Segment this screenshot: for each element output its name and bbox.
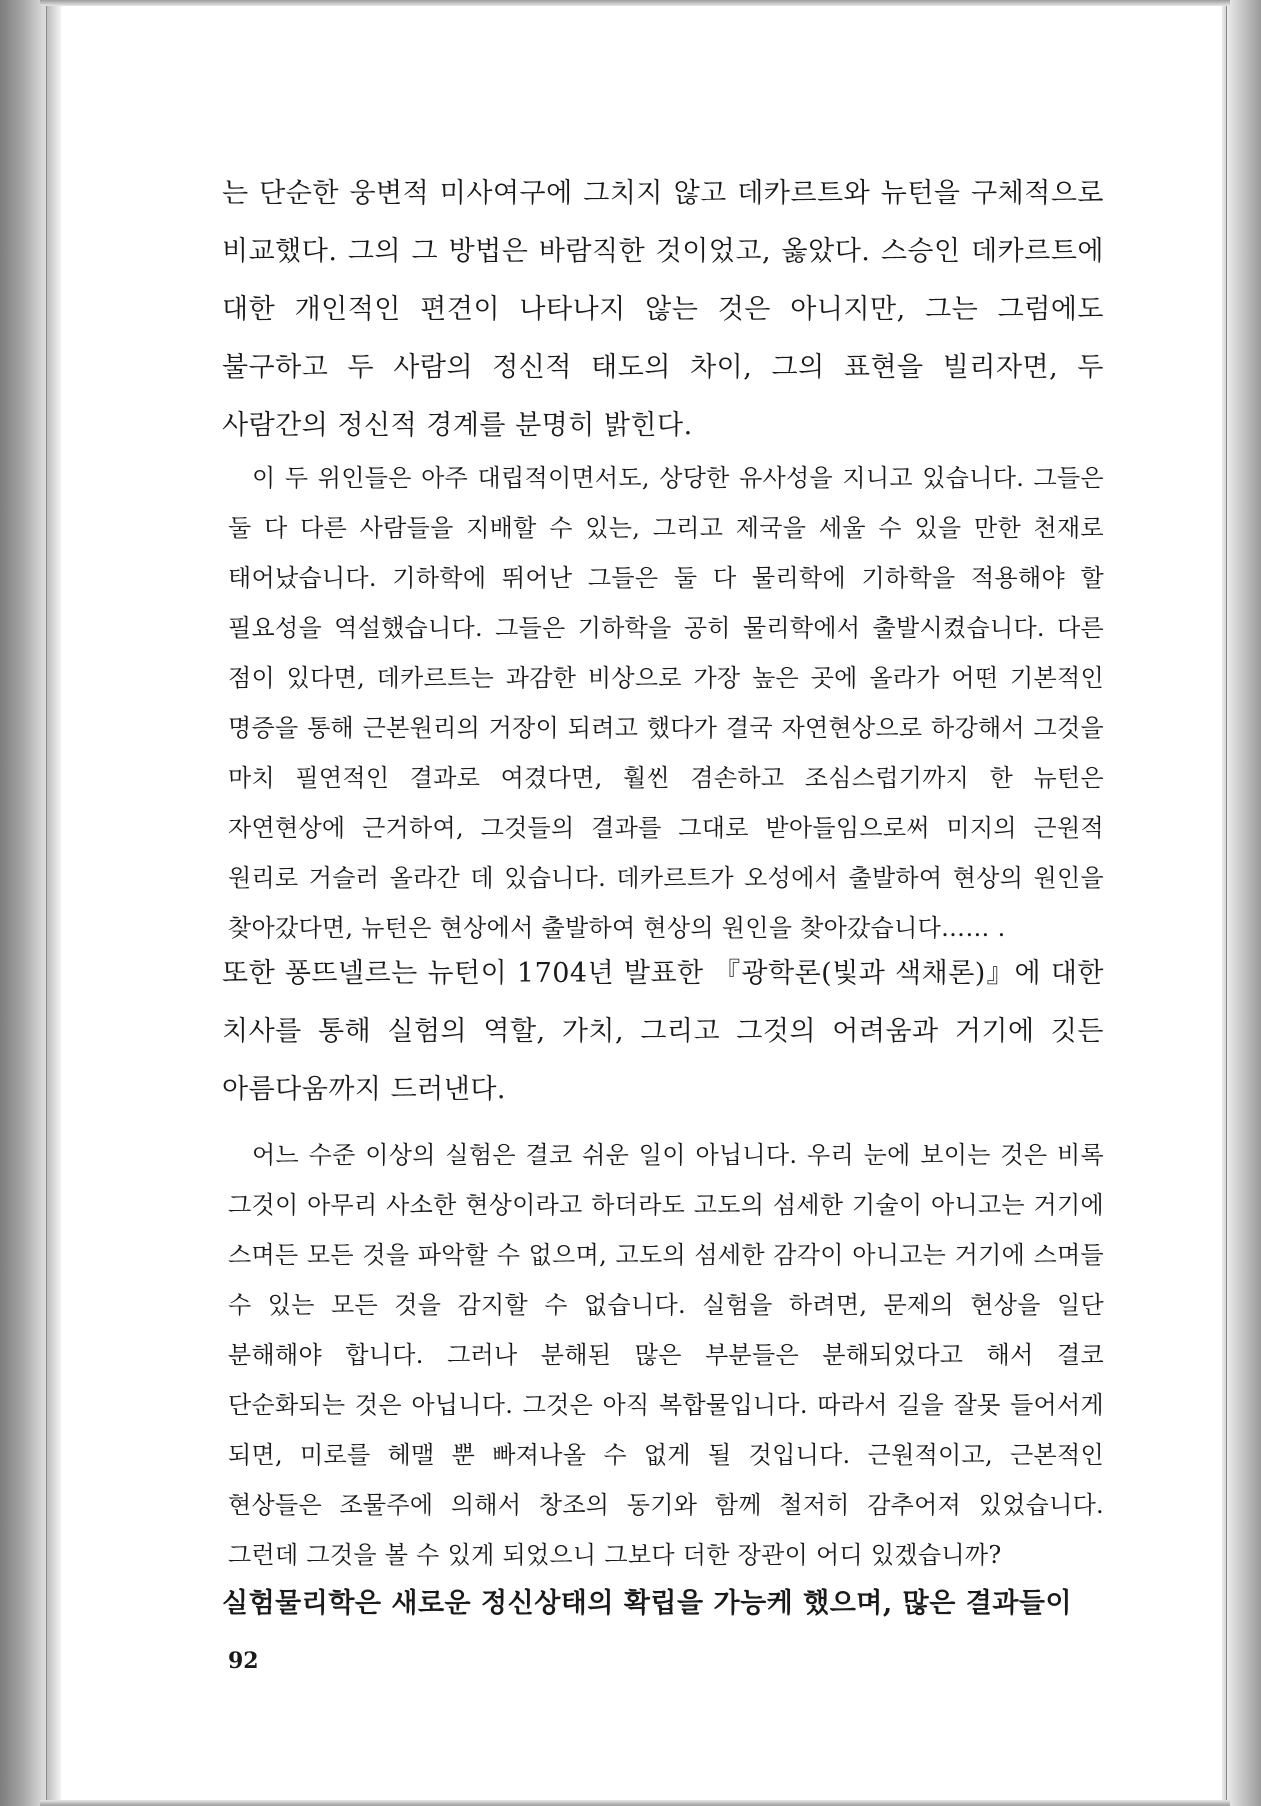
- page-number: 92: [228, 1648, 259, 1674]
- paragraph-1: 는 단순한 웅변적 미사여구에 그치지 않고 데카르트와 뉴턴을 구체적으로 비교했다. 그의 그 방법은 바람직한 것이었고, 옳았다. 스승인 데카르트에 대한 개인적인 편견이 나타나지 않는 것은 아니지만, 그는 그럼에도 불구하고 두 사람의 정신적 태도의 차이, 그의 표현을 빌리자면, 두 사람간의 정신적 경계를 분명히 밝힌다.: [222, 178, 1104, 441]
- book-bottom-edge: [40, 1800, 1230, 1806]
- paragraph-2: 또한 퐁뜨넬르는 뉴턴이 1704년 발표한 『광학론(빛과 색채론)』에 대한 치사를 통해 실험의 역할, 가치, 그리고 그것의 어려움과 거기에 깃든 아름다움까지 드러낸다.: [222, 958, 1104, 1105]
- block-quote-2: 어느 수준 이상의 실험은 결코 쉬운 일이 아닙니다. 우리 눈에 보이는 것은 비록 그것이 아무리 사소한 현상이라고 하더라도 고도의 섬세한 기술이 아니고는 거기에 스며든 모든 것을 파악할 수 없으며, 고도의 섬세한 감각이 아니고는 거기에 스며들 수 있는 모든 것을 감지할 수 없습니다. 실험을 하려면, 문제의 현상을 일단 분해해야 합니다. 그러나 분해된 많은 부분들은 분해되었다고 해서 결코 단순화되는 것은 아닙니다. 그것은 아직 복합물입니다. 따라서 길을 잘못 들어서게 되면, 미로를 헤맬 뿐 빠져나올 수 없게 될 것입니다. 근원적이고, 근본적인 현상들은 조물주에 의해서 창조의 동기와 함께 철저히 감추어져 있었습니다. 그런데 그것을 볼 수 있게 되었으니 그보다 더한 장관이 어디 있겠습니까?: [228, 1141, 1104, 1569]
- book-left-spine: [46, 0, 61, 1806]
- paragraph-3: 실험물리학은 새로운 정신상태의 확립을 가능케 했으며, 많은 결과들이: [222, 1588, 1073, 1619]
- book-right-edge: [1225, 0, 1261, 1806]
- block-quote-1: 이 두 위인들은 아주 대립적이면서도, 상당한 유사성을 지니고 있습니다. 그들은 둘 다 다른 사람들을 지배할 수 있는, 그리고 제국을 세울 수 있을 만한 천재로 태어났습니다. 기하학에 뛰어난 그들은 둘 다 물리학에 기하학을 적용해야 할 필요성을 역설했습니다. 그들은 기하학을 공히 물리학에서 출발시켰습니다. 다른 점이 있다면, 데카르트는 과감한 비상으로 가장 높은 곳에 올라가 어떤 기본적인 명증을 통해 근본원리의 거장이 되려고 했다가 결국 자연현상으로 하강해서 그것을 마치 필연적인 결과로 여겼다면, 훨씬 겸손하고 조심스럽기까지 한 뉴턴은 자연현상에 근거하여, 그것들의 결과를 그대로 받아들임으로써 미지의 근원적 원리로 거슬러 올라간 데 있습니다. 데카르트가 오성에서 출발하여 현상의 원인을 찾아갔다면, 뉴턴은 현상에서 출발하여 현상의 원인을 찾아갔습니다…… .: [228, 464, 1104, 942]
